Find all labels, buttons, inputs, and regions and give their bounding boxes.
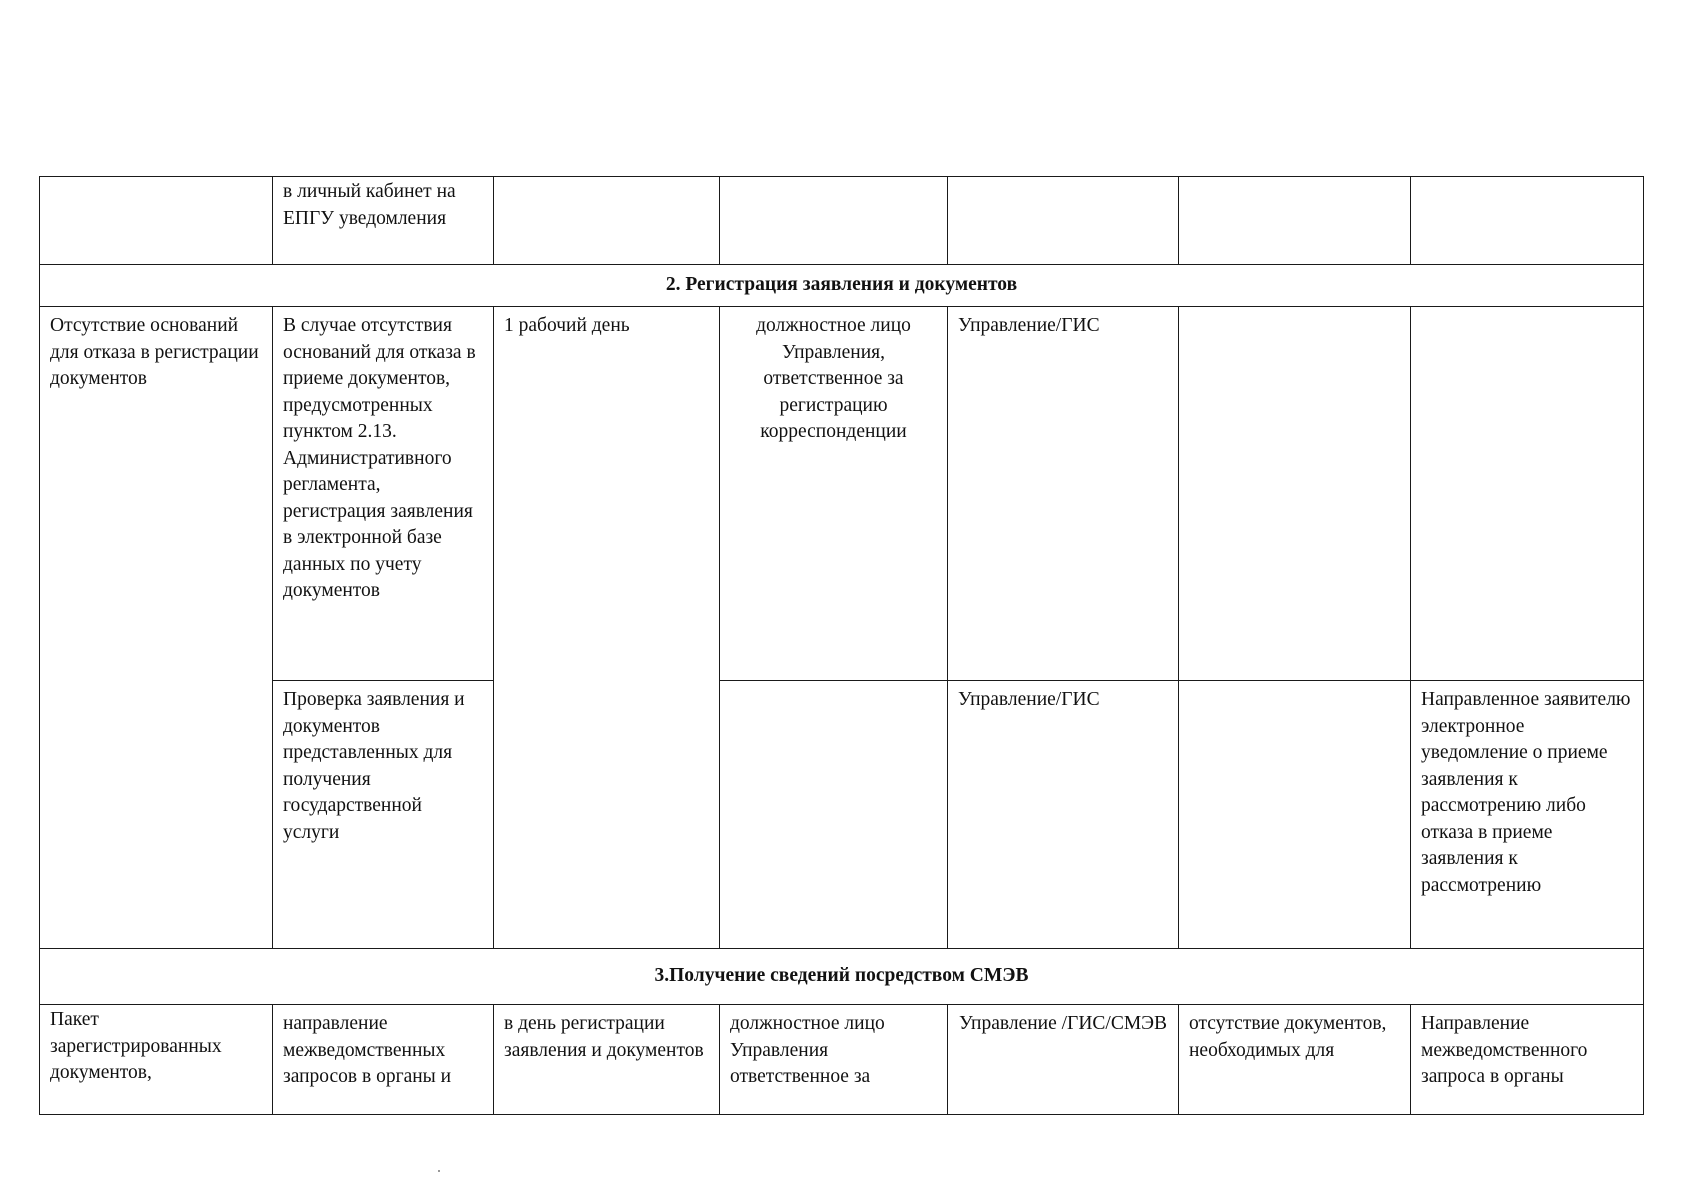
action-cell: направление межведомственных запросов в органы и [273, 1005, 494, 1115]
table-row [40, 177, 1644, 265]
table-cell [948, 177, 1179, 265]
table-cell [494, 177, 720, 265]
action-cell: В случае отсутствия оснований для отказа в приеме документов, предусмотренных пунктом 2.13. Административного регламента, регистрация заявления в электронной базе данных по учету документов [273, 307, 494, 681]
term-cell: в день регистрации заявления и документов [494, 1005, 720, 1115]
section-header-row [40, 265, 1644, 307]
table-cell: в личный кабинет на ЕПГУ уведомления [273, 177, 494, 265]
section-header-row [40, 949, 1644, 1005]
section-title: 2. Регистрация заявления и документов [40, 265, 1644, 307]
system-cell: Управление /ГИС/СМЭВ [948, 1005, 1179, 1115]
section-title: 3.Получение сведений посредством СМЭВ [40, 949, 1644, 1005]
official-cell: должностное лицо Управления, ответственное за регистрацию корреспонденции [720, 307, 948, 681]
table-row [40, 1005, 1644, 1115]
table-cell [40, 177, 273, 265]
system-cell: Управление/ГИС [948, 307, 1179, 681]
basis-cell: Отсутствие оснований для отказа в регистрации документов [40, 307, 273, 949]
result-cell [1411, 307, 1644, 681]
result-cell: Направленное заявителю электронное уведомление о приеме заявления к рассмотрению либо отказа в приеме заявления к рассмотрению [1411, 681, 1644, 949]
term-cell: 1 рабочий день [494, 307, 720, 949]
result-cell: Направление межведомственного запроса в органы [1411, 1005, 1644, 1115]
official-cell: должностное лицо Управления ответственное за [720, 1005, 948, 1115]
action-cell: Проверка заявления и документов представленных для получения государственной услуги [273, 681, 494, 949]
table-cell [720, 177, 948, 265]
table-row [40, 681, 1644, 949]
scan-artifact [438, 1170, 440, 1172]
official-cell [720, 681, 948, 949]
system-cell: Управление/ГИС [948, 681, 1179, 949]
table-row [40, 307, 1644, 681]
criteria-cell: отсутствие документов, необходимых для [1179, 1005, 1411, 1115]
criteria-cell [1179, 307, 1411, 681]
procedure-table [39, 176, 1644, 1115]
table-cell [1411, 177, 1644, 265]
criteria-cell [1179, 681, 1411, 949]
basis-cell: Пакет зарегистрированных документов, [40, 1005, 273, 1115]
table-cell [1179, 177, 1411, 265]
